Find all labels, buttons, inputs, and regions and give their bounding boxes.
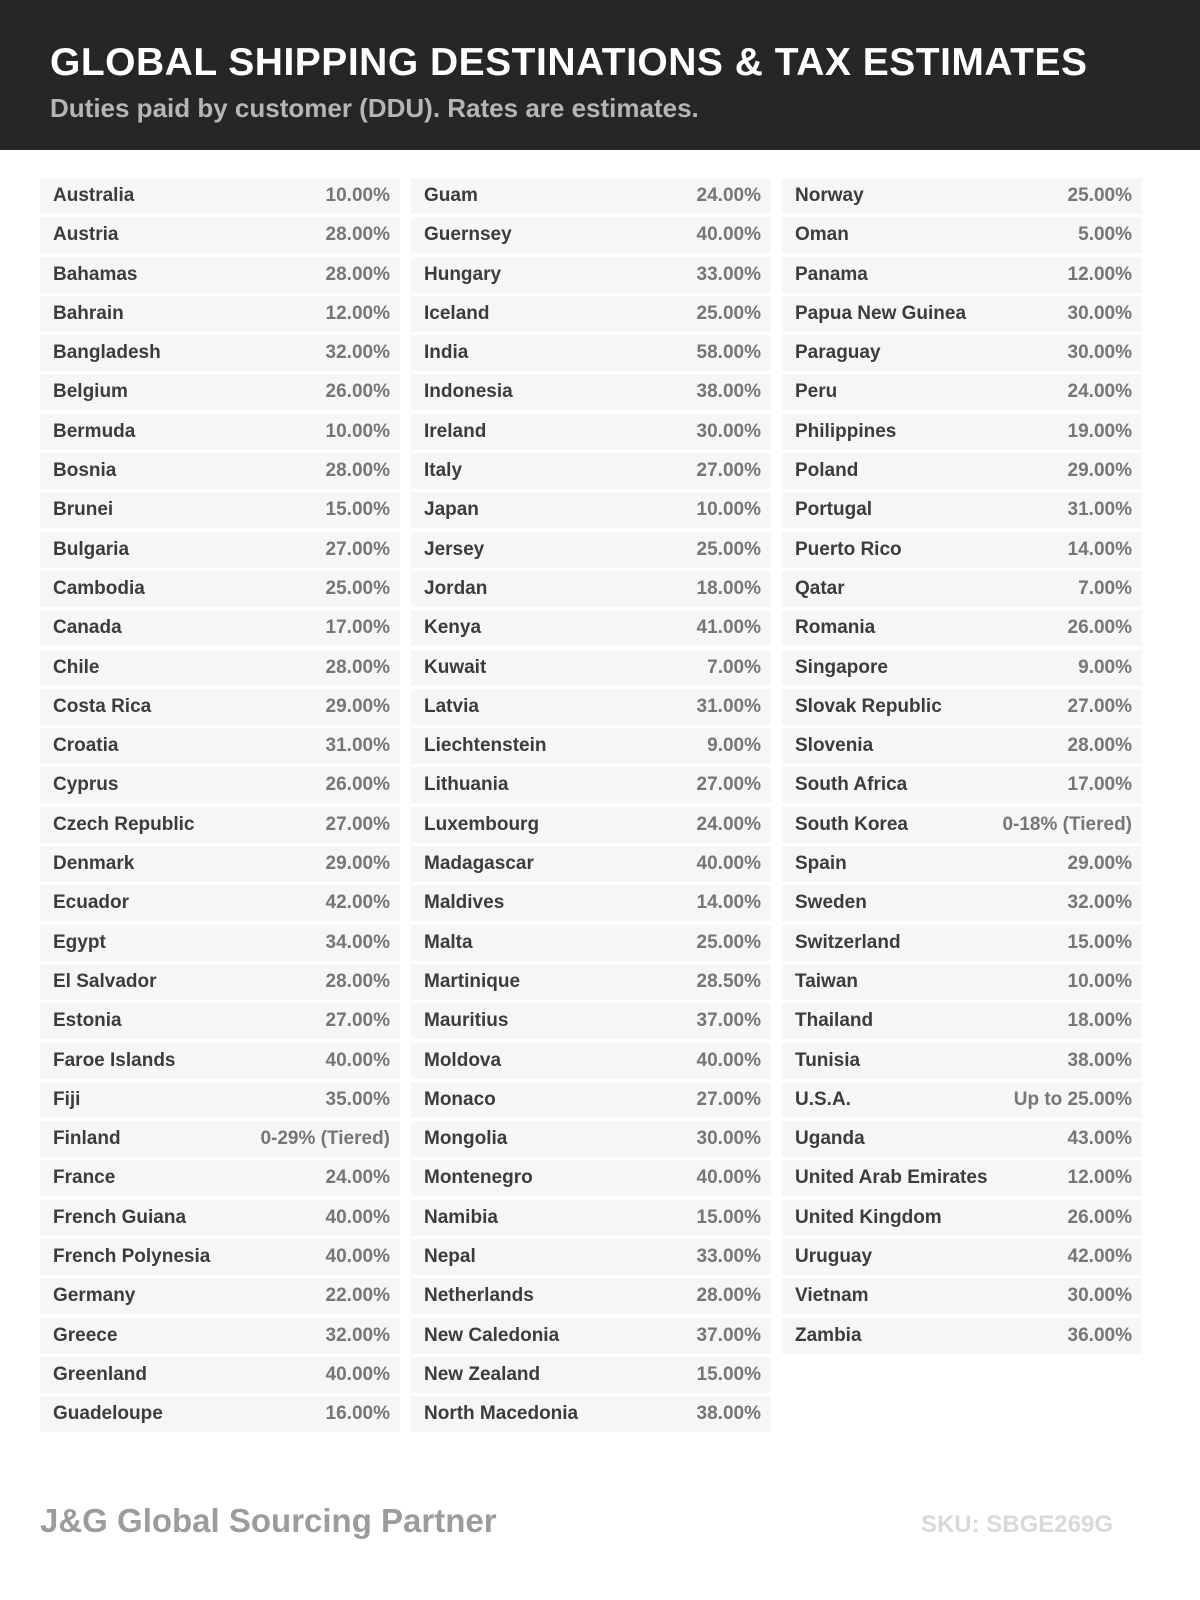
table-row <box>782 257 1142 293</box>
tax-rate: Up to 25.00% <box>1013 1088 1132 1110</box>
country-name: Peru <box>795 381 838 403</box>
country-name: Malta <box>424 931 473 953</box>
tax-rate: 25.00% <box>1067 185 1132 206</box>
tax-rate: 24.00% <box>696 185 761 206</box>
tax-rate: 10.00% <box>696 499 761 521</box>
tax-rate: 38.00% <box>696 1403 761 1425</box>
tax-rate: 34.00% <box>325 931 390 953</box>
page-title: GLOBAL SHIPPING DESTINATIONS & TAX ESTIMATES <box>50 41 1088 84</box>
table-row <box>40 650 400 686</box>
table-row <box>411 885 771 921</box>
table-row <box>782 1318 1142 1354</box>
table-row <box>40 414 400 450</box>
country-name: France <box>53 1167 116 1189</box>
page-footer <box>40 1502 1113 1540</box>
table-row <box>782 1082 1142 1118</box>
country-name: United Kingdom <box>795 1206 942 1228</box>
table-row <box>40 885 400 921</box>
tax-rate: 43.00% <box>1067 1128 1132 1150</box>
country-name: Liechtenstein <box>424 735 547 757</box>
table-row <box>40 571 400 607</box>
country-name: New Zealand <box>424 1363 541 1385</box>
tax-rate: 26.00% <box>1067 617 1132 639</box>
table-row <box>411 1200 771 1236</box>
table-row <box>411 767 771 803</box>
country-name: Guadeloupe <box>53 1403 163 1425</box>
table-row <box>782 1003 1142 1039</box>
table-row <box>411 374 771 410</box>
tax-rate: 58.00% <box>696 342 761 364</box>
table-row <box>411 1121 771 1157</box>
tax-rate: 28.00% <box>325 224 390 246</box>
country-name: Mauritius <box>424 1010 509 1032</box>
country-name: Maldives <box>424 892 505 914</box>
tax-rate: 17.00% <box>325 617 390 639</box>
country-name: U.S.A. <box>795 1088 851 1110</box>
table-row <box>411 335 771 371</box>
tax-rate: 30.00% <box>696 420 761 442</box>
tax-rate: 27.00% <box>696 460 761 482</box>
tax-rate: 28.00% <box>1067 735 1132 757</box>
table-row <box>40 610 400 646</box>
country-name: Faroe Islands <box>53 1049 176 1071</box>
table-row <box>40 453 400 489</box>
country-name: Romania <box>795 617 876 639</box>
table-row <box>782 846 1142 882</box>
tax-rate: 31.00% <box>696 695 761 717</box>
country-name: Monaco <box>424 1088 496 1110</box>
country-name: Fiji <box>53 1088 81 1110</box>
country-name: Norway <box>795 185 864 206</box>
table-row <box>40 728 400 764</box>
country-name: Mongolia <box>424 1128 508 1150</box>
table-row <box>40 296 400 332</box>
tax-rate: 0-29% (Tiered) <box>260 1128 390 1150</box>
country-name: Jordan <box>424 577 488 599</box>
country-name: Poland <box>795 460 859 482</box>
table-row <box>40 374 400 410</box>
country-name: Czech Republic <box>53 813 195 835</box>
table-row <box>411 1082 771 1118</box>
country-name: Cyprus <box>53 774 119 796</box>
tax-rate: 24.00% <box>696 813 761 835</box>
tax-rate: 18.00% <box>696 577 761 599</box>
table-row <box>411 296 771 332</box>
country-name: Guam <box>424 185 478 206</box>
country-name: Jersey <box>424 538 485 560</box>
country-name: Portugal <box>795 499 873 521</box>
country-name: Greece <box>53 1324 118 1346</box>
table-row <box>411 650 771 686</box>
country-name: Bahamas <box>53 263 138 285</box>
table-row <box>411 1318 771 1354</box>
country-name: Ecuador <box>53 892 130 914</box>
table-row <box>782 807 1142 843</box>
country-name: Iceland <box>424 302 490 324</box>
tax-rate: 26.00% <box>325 774 390 796</box>
country-name: Panama <box>795 263 868 285</box>
tax-rate: 29.00% <box>1067 460 1132 482</box>
tax-rate: 27.00% <box>696 774 761 796</box>
country-name: Cambodia <box>53 577 145 599</box>
table-row <box>782 374 1142 410</box>
tax-rate: 42.00% <box>1067 1246 1132 1268</box>
country-name: Singapore <box>795 656 888 678</box>
tax-rate: 30.00% <box>696 1128 761 1150</box>
tax-rate: 15.00% <box>1067 931 1132 953</box>
country-name: Netherlands <box>424 1285 534 1307</box>
tax-rate: 27.00% <box>325 1010 390 1032</box>
table-row <box>782 610 1142 646</box>
table-row <box>40 964 400 1000</box>
country-name: Kenya <box>424 617 482 639</box>
table-row <box>782 414 1142 450</box>
table-row <box>411 1278 771 1314</box>
country-name: Taiwan <box>795 970 858 992</box>
country-name: India <box>424 342 469 364</box>
table-row <box>40 1239 400 1275</box>
country-name: Nepal <box>424 1246 476 1268</box>
country-name: Latvia <box>424 695 479 717</box>
sku-label: SKU: SBGE269G <box>920 1511 1113 1538</box>
country-name: Luxembourg <box>424 813 540 835</box>
country-name: Hungary <box>424 263 502 285</box>
table-row <box>782 1043 1142 1079</box>
country-name: Kuwait <box>424 656 487 678</box>
tax-rate: 25.00% <box>325 577 390 599</box>
country-name: Zambia <box>795 1324 862 1346</box>
table-row <box>782 885 1142 921</box>
tax-rate: 40.00% <box>696 1049 761 1071</box>
country-name: South Korea <box>795 813 908 835</box>
tax-rate: 12.00% <box>325 302 390 324</box>
table-row <box>411 257 771 293</box>
table-row <box>40 1003 400 1039</box>
country-name: Oman <box>795 224 849 246</box>
country-name: Spain <box>795 853 847 875</box>
tax-rate: 19.00% <box>1067 420 1132 442</box>
country-name: North Macedonia <box>424 1403 579 1425</box>
table-row <box>782 335 1142 371</box>
tax-rate: 29.00% <box>325 853 390 875</box>
tax-rate: 18.00% <box>1067 1010 1132 1032</box>
country-name: Brunei <box>53 499 114 521</box>
tax-rate: 31.00% <box>1067 499 1132 521</box>
table-row <box>411 1357 771 1393</box>
tax-rate: 7.00% <box>707 656 761 678</box>
tax-rate: 22.00% <box>325 1285 390 1307</box>
tax-rate: 25.00% <box>696 538 761 560</box>
table-row <box>411 1239 771 1275</box>
table-row <box>782 492 1142 528</box>
page-subtitle: Duties paid by customer (DDU). Rates are estimates. <box>50 93 699 123</box>
country-name: Finland <box>53 1128 121 1150</box>
country-name: Indonesia <box>424 381 513 403</box>
tax-rate: 17.00% <box>1067 774 1132 796</box>
tax-rate: 12.00% <box>1067 263 1132 285</box>
tax-rate: 31.00% <box>325 735 390 757</box>
tax-rate: 42.00% <box>325 892 390 914</box>
table-row <box>40 532 400 568</box>
tax-rate: 12.00% <box>1067 1167 1132 1189</box>
country-name: Italy <box>424 460 463 482</box>
country-name: Austria <box>53 224 119 246</box>
country-name: Philippines <box>795 420 897 442</box>
table-row <box>411 453 771 489</box>
country-name: Chile <box>53 656 100 678</box>
country-name: Switzerland <box>795 931 901 953</box>
table-row <box>411 925 771 961</box>
table-row <box>40 767 400 803</box>
tax-rate: 24.00% <box>325 1167 390 1189</box>
tax-rate: 40.00% <box>696 853 761 875</box>
table-row <box>782 1239 1142 1275</box>
country-name: New Caledonia <box>424 1324 560 1346</box>
table-row <box>40 925 400 961</box>
tax-rate: 40.00% <box>325 1246 390 1268</box>
brand-name: J&G Global Sourcing Partner <box>40 1502 497 1539</box>
country-name: Bulgaria <box>53 538 130 560</box>
table-row <box>40 217 400 253</box>
table-row <box>782 571 1142 607</box>
country-name: Slovak Republic <box>795 695 942 717</box>
tax-rate: 28.00% <box>325 970 390 992</box>
tax-rate: 0-18% (Tiered) <box>1002 813 1132 835</box>
tax-rate: 15.00% <box>696 1206 761 1228</box>
table-row <box>40 1357 400 1393</box>
table-row <box>782 1200 1142 1236</box>
table-row <box>40 1396 400 1432</box>
table-column-3 <box>782 178 1142 1357</box>
tax-rate: 29.00% <box>1067 853 1132 875</box>
table-row <box>411 532 771 568</box>
table-row <box>782 767 1142 803</box>
country-name: Tunisia <box>795 1049 861 1071</box>
country-name: Martinique <box>424 970 521 992</box>
table-row <box>782 689 1142 725</box>
tax-rate: 9.00% <box>1078 656 1132 678</box>
tax-rate: 27.00% <box>1067 695 1132 717</box>
table-row <box>40 178 400 214</box>
table-row <box>411 964 771 1000</box>
tax-rate: 33.00% <box>696 263 761 285</box>
country-name: Egypt <box>53 931 106 953</box>
country-name: Costa Rica <box>53 695 152 717</box>
table-row <box>40 1121 400 1157</box>
table-row <box>40 1043 400 1079</box>
country-name: Bermuda <box>53 420 136 442</box>
table-row <box>411 571 771 607</box>
country-name: Ireland <box>424 420 487 442</box>
country-name: Guernsey <box>424 224 512 246</box>
table-row <box>782 453 1142 489</box>
table-row <box>40 1082 400 1118</box>
tax-rate: 41.00% <box>696 617 761 639</box>
tax-rate: 10.00% <box>325 420 390 442</box>
tax-rate: 28.00% <box>325 656 390 678</box>
table-row <box>411 217 771 253</box>
tax-rate: 15.00% <box>696 1363 761 1385</box>
table-row <box>782 178 1142 214</box>
table-column-1 <box>40 178 400 1436</box>
country-name: Australia <box>53 185 135 206</box>
tax-rate: 26.00% <box>325 381 390 403</box>
table-row <box>40 846 400 882</box>
tax-rate: 40.00% <box>325 1363 390 1385</box>
tax-rate: 10.00% <box>325 185 390 206</box>
country-name: Estonia <box>53 1010 122 1032</box>
country-name: Papua New Guinea <box>795 302 967 324</box>
table-row <box>782 728 1142 764</box>
page-header <box>0 0 1200 150</box>
table-row <box>782 1278 1142 1314</box>
table-row <box>782 532 1142 568</box>
table-row <box>782 217 1142 253</box>
table-row <box>40 257 400 293</box>
table-row <box>411 689 771 725</box>
country-name: Croatia <box>53 735 119 757</box>
table-row <box>782 964 1142 1000</box>
country-name: Belgium <box>53 381 128 403</box>
country-name: Canada <box>53 617 122 639</box>
tax-rate: 40.00% <box>696 1167 761 1189</box>
table-row <box>782 296 1142 332</box>
table-row <box>411 807 771 843</box>
country-name: Slovenia <box>795 735 874 757</box>
tax-rate: 16.00% <box>325 1403 390 1425</box>
table-row <box>411 1043 771 1079</box>
country-name: Paraguay <box>795 342 881 364</box>
tax-rate: 30.00% <box>1067 302 1132 324</box>
country-name: Puerto Rico <box>795 538 902 560</box>
tax-rate: 38.00% <box>696 381 761 403</box>
table-row <box>411 1396 771 1432</box>
tax-rate: 29.00% <box>325 695 390 717</box>
tax-rate: 37.00% <box>696 1010 761 1032</box>
tax-rate: 7.00% <box>1078 577 1132 599</box>
table-row <box>411 846 771 882</box>
country-name: Moldova <box>424 1049 502 1071</box>
table-row <box>40 1200 400 1236</box>
country-name: Greenland <box>53 1363 147 1385</box>
tax-rate: 24.00% <box>1067 381 1132 403</box>
country-name: Bangladesh <box>53 342 161 364</box>
tax-rate: 27.00% <box>325 538 390 560</box>
table-row <box>782 925 1142 961</box>
tax-rate: 28.00% <box>325 460 390 482</box>
table-row <box>411 728 771 764</box>
tax-rate: 5.00% <box>1078 224 1132 246</box>
tax-rate: 28.00% <box>696 1285 761 1307</box>
table-row <box>411 178 771 214</box>
tax-rate: 25.00% <box>696 931 761 953</box>
country-name: Japan <box>424 499 479 521</box>
table-row <box>782 1121 1142 1157</box>
table-row <box>40 492 400 528</box>
table-row <box>411 492 771 528</box>
tax-rate: 36.00% <box>1067 1324 1132 1346</box>
country-name: Bosnia <box>53 460 117 482</box>
table-row <box>40 1318 400 1354</box>
tax-rate: 14.00% <box>696 892 761 914</box>
tax-rate: 38.00% <box>1067 1049 1132 1071</box>
tax-rate-table <box>40 178 1142 1436</box>
tax-rate: 26.00% <box>1067 1206 1132 1228</box>
table-row <box>782 650 1142 686</box>
tax-rate: 9.00% <box>707 735 761 757</box>
table-row <box>411 1160 771 1196</box>
table-row <box>40 1278 400 1314</box>
tax-rate: 32.00% <box>325 342 390 364</box>
tax-rate: 10.00% <box>1067 970 1132 992</box>
tax-rate: 40.00% <box>325 1206 390 1228</box>
tax-rate: 37.00% <box>696 1324 761 1346</box>
table-row <box>40 1160 400 1196</box>
tax-rate: 27.00% <box>696 1088 761 1110</box>
table-row <box>411 610 771 646</box>
table-column-2 <box>411 178 771 1436</box>
country-name: Montenegro <box>424 1167 533 1189</box>
tax-rate: 33.00% <box>696 1246 761 1268</box>
country-name: El Salvador <box>53 970 157 992</box>
country-name: Namibia <box>424 1206 498 1228</box>
tax-rate: 35.00% <box>325 1088 390 1110</box>
country-name: United Arab Emirates <box>795 1167 988 1189</box>
table-row <box>411 1003 771 1039</box>
country-name: Bahrain <box>53 302 124 324</box>
country-name: French Polynesia <box>53 1246 211 1268</box>
tax-rate: 28.00% <box>325 263 390 285</box>
tax-rate: 27.00% <box>325 813 390 835</box>
tax-rate: 32.00% <box>1067 892 1132 914</box>
table-row <box>40 807 400 843</box>
tax-rate: 30.00% <box>1067 342 1132 364</box>
country-name: Uganda <box>795 1128 865 1150</box>
country-name: South Africa <box>795 774 908 796</box>
table-row <box>411 414 771 450</box>
tax-rate: 32.00% <box>325 1324 390 1346</box>
tax-rate: 30.00% <box>1067 1285 1132 1307</box>
country-name: Vietnam <box>795 1285 869 1307</box>
table-row <box>40 335 400 371</box>
table-row <box>782 1160 1142 1196</box>
country-name: Denmark <box>53 853 135 875</box>
country-name: Sweden <box>795 892 867 914</box>
tax-rate: 14.00% <box>1067 538 1132 560</box>
country-name: Madagascar <box>424 853 534 875</box>
tax-rate: 40.00% <box>325 1049 390 1071</box>
country-name: French Guiana <box>53 1206 187 1228</box>
table-row <box>40 689 400 725</box>
tax-rate: 28.50% <box>696 970 761 992</box>
country-name: Uruguay <box>795 1246 873 1268</box>
country-name: Qatar <box>795 577 845 599</box>
tax-rate: 15.00% <box>325 499 390 521</box>
country-name: Germany <box>53 1285 136 1307</box>
country-name: Lithuania <box>424 774 509 796</box>
tax-rate: 40.00% <box>696 224 761 246</box>
tax-rate: 25.00% <box>696 302 761 324</box>
country-name: Thailand <box>795 1010 874 1032</box>
